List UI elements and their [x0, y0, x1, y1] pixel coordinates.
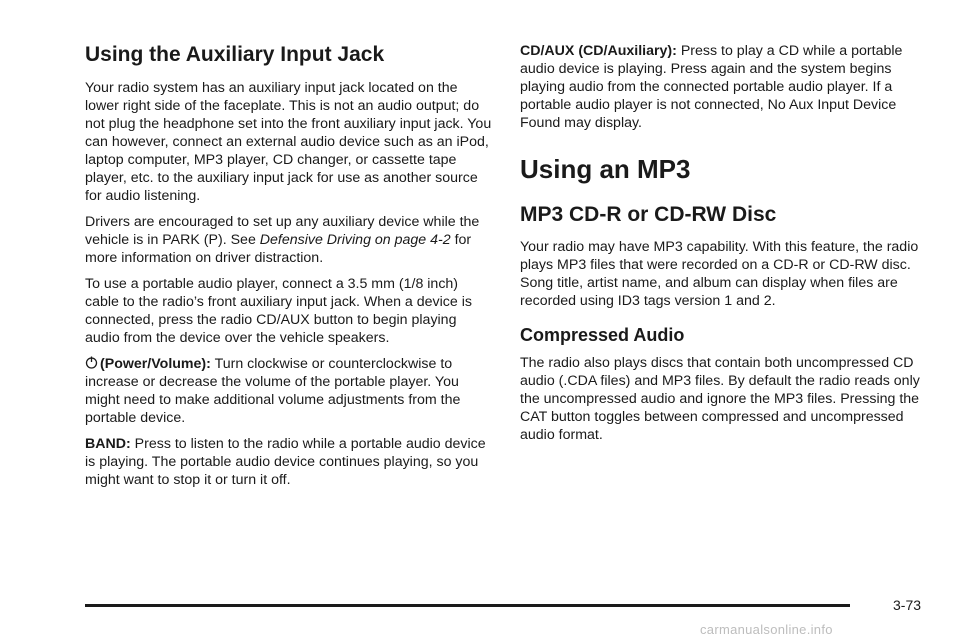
- section-heading-aux-input: Using the Auxiliary Input Jack: [85, 43, 385, 66]
- paragraph-driver-distraction: [85, 213, 493, 267]
- power-icon: [85, 356, 98, 369]
- paragraph-text: Drivers are encouraged to set up any auxiliary device while the vehicle is in PARK (P). See: [85, 214, 480, 248]
- left-column: [85, 42, 493, 497]
- paragraph-aux-intro: Your radio system has an auxiliary input jack located on the lower right side of the faceplate. This is not an audio output; do not plug the headphone set into the front auxiliary input jack. You can however, connect an external audio device such as an iPod, laptop computer, MP3 player, CD changer, or cassette tape player, etc. to the auxiliary input jack for use as another source for audio listening.: [85, 80, 492, 204]
- subheading-mp3-disc: MP3 CD-R or CD-RW Disc: [520, 203, 777, 226]
- paragraph-text: Turn clockwise or counterclockwise to increase or decrease the volume of the portable player. You might need to make additional volume adjustments from the portable device.: [85, 356, 461, 426]
- term-power-volume: (Power/Volume):: [100, 356, 211, 372]
- paragraph-band: [85, 435, 493, 489]
- subheading-compressed-audio: Compressed Audio: [520, 325, 685, 345]
- page-number: 3-73: [893, 597, 922, 613]
- paragraph-power-volume: [85, 355, 493, 427]
- footer-rule: [85, 604, 850, 607]
- paragraph-portable-player: To use a portable audio player, connect a 3.5 mm (1/8 inch) cable to the radio’s front auxiliary input jack. When a device is connected, press the radio CD/AUX button to begin playing audio from the device over the vehicle speakers.: [85, 276, 472, 346]
- watermark: carmanualsonline.info: [700, 622, 833, 637]
- paragraph-text: Press to listen to the radio while a portable audio device is playing. The portable audio device continues playing, so you might want to stop it or turn it off.: [85, 436, 486, 488]
- term-band: BAND:: [85, 436, 131, 452]
- paragraph-cd-aux: [520, 42, 940, 132]
- cross-reference-link[interactable]: Defensive Driving on page 4-2: [259, 232, 451, 248]
- paragraph-text: for more information on driver distraction.: [85, 232, 472, 266]
- section-heading-mp3: Using an MP3: [520, 154, 691, 184]
- right-column: [520, 42, 940, 452]
- paragraph-text: Press to play a CD while a portable audio device is playing. Press again and the system begins playing audio from the connected portable audio player. If a portable audio player is not connected, No Aux Input Device Found may display.: [520, 43, 903, 131]
- term-cd-aux: CD/AUX (CD/Auxiliary):: [520, 43, 677, 59]
- paragraph-compressed-audio: The radio also plays discs that contain both uncompressed CD audio (.CDA files) and MP3 files. By default the radio reads only the uncompressed audio and ignore the MP3 files. Pressing the CAT button toggles between compressed and uncompressed audio format.: [520, 355, 920, 443]
- paragraph-mp3-capability: Your radio may have MP3 capability. With this feature, the radio plays MP3 files that were recorded on a CD-R or CD-RW disc. Song title, artist name, and album can display when files are recorded using ID3 tags version 1 and 2.: [520, 239, 919, 309]
